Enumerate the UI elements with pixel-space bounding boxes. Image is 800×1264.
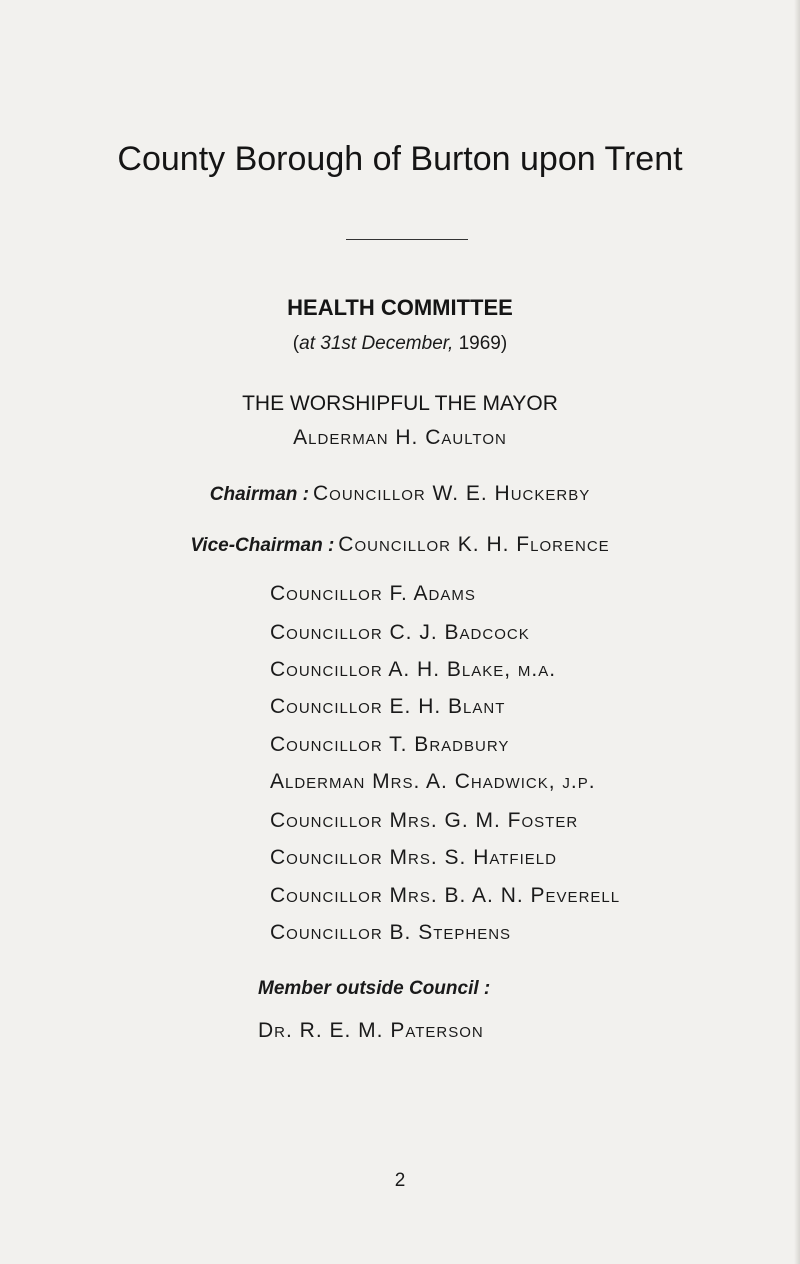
member-line: Alderman Mrs. A. Chadwick, j.p. — [270, 770, 596, 793]
title-divider — [346, 239, 468, 240]
member-line: Councillor F. Adams — [270, 582, 476, 605]
member-line: Councillor Mrs. B. A. N. Peverell — [270, 884, 621, 907]
vice-chairman-role: Vice-Chairman : — [190, 535, 335, 556]
member-line: Councillor A. H. Blake, m.a. — [270, 658, 557, 681]
date-italic: at 31st December, — [299, 333, 454, 354]
member-line: Councillor T. Bradbury — [270, 733, 510, 756]
chairman-line — [0, 482, 800, 506]
committee-heading: HEALTH COMMITTEE — [287, 295, 513, 320]
mayor-name: Alderman H. Caulton — [293, 426, 507, 449]
outside-member-name: Dr. R. E. M. Paterson — [258, 1019, 484, 1042]
date-year: 1969) — [453, 333, 508, 354]
page-edge-shadow — [794, 0, 800, 1264]
member-line: Councillor Mrs. G. M. Foster — [270, 809, 579, 832]
outside-member-label: Member outside Council : — [258, 978, 491, 999]
date-open-paren: ( — [292, 333, 300, 354]
document-title: County Borough of Burton upon Trent — [117, 140, 683, 178]
vice-chairman-name: Councillor K. H. Florence — [338, 533, 610, 556]
committee-date — [0, 333, 800, 355]
member-line: Councillor B. Stephens — [270, 921, 512, 944]
member-line: Councillor E. H. Blant — [270, 695, 506, 718]
member-line: Councillor Mrs. S. Hatfield — [270, 846, 557, 869]
page-number: 2 — [394, 1170, 406, 1191]
vice-chairman-line — [0, 533, 800, 557]
chairman-name: Councillor W. E. Huckerby — [313, 482, 591, 505]
member-line: Councillor C. J. Badcock — [270, 621, 530, 644]
chairman-role: Chairman : — [209, 484, 310, 505]
mayor-line: THE WORSHIPFUL THE MAYOR — [242, 392, 558, 415]
